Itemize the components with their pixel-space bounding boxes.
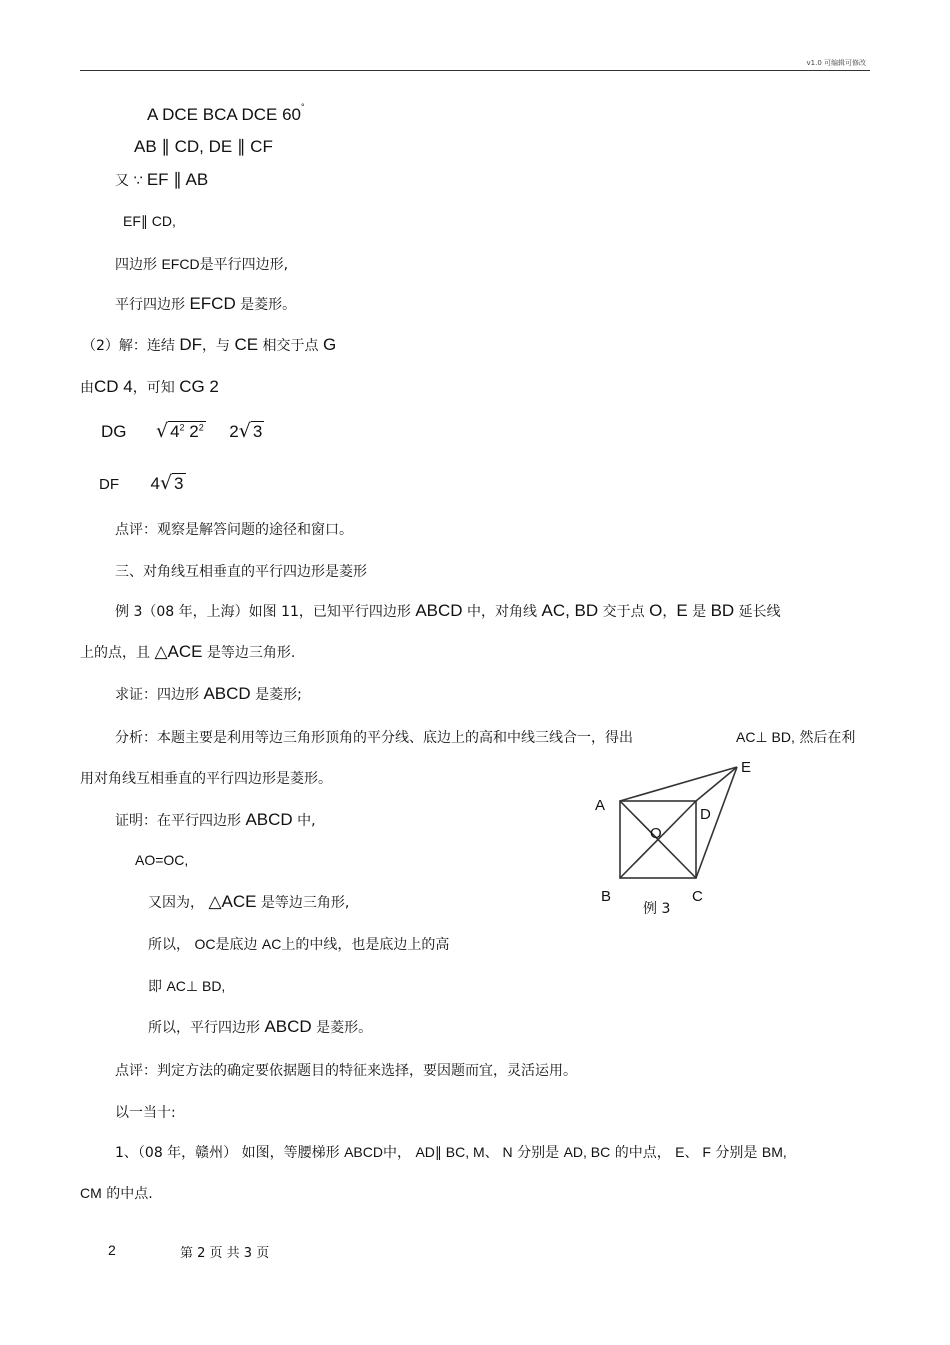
line-cd-cg: [80, 377, 219, 397]
text-seg: 所以，: [148, 937, 195, 953]
df-label: DF: [99, 476, 119, 493]
line-dg: [101, 420, 264, 442]
proof-line1: [115, 810, 316, 830]
text-seg: 是底边: [215, 937, 262, 953]
example3-line2: [80, 642, 295, 662]
oc-label: OC: [194, 936, 216, 952]
figure-label-o: O: [650, 825, 662, 842]
analysis-line2: 用对角线互相垂直的平行四边形是菱形。: [80, 771, 332, 787]
footer-page-info: 第 2 页 共 3 页: [180, 1246, 270, 1261]
ad-bc-mn: AD∥ BC, M、 N: [415, 1144, 513, 1160]
text-seg: 分别是: [710, 1145, 762, 1161]
cm-label: CM: [80, 1185, 102, 1201]
text-seg: 是平行四边形,: [199, 257, 289, 273]
analysis-acbd: [736, 727, 855, 747]
abcd-label: ABCD: [264, 1017, 312, 1036]
figure-label-c: C: [692, 888, 703, 905]
header-rule: [80, 70, 870, 71]
text-seg: 即: [148, 979, 167, 995]
figure-label-b: B: [601, 888, 612, 905]
text-seg: 相交于点: [258, 338, 324, 354]
line-efcd-parallelogram: [115, 254, 288, 274]
text-seg: 中，对角线: [462, 604, 542, 620]
proof-ao-oc: AO=OC,: [135, 852, 189, 868]
figure-label-e: E: [741, 759, 752, 776]
ce-label: CE: [234, 335, 259, 354]
question1-line2: [80, 1183, 153, 1203]
radicand: 3: [252, 422, 263, 441]
text-seg: 证明：在平行四边形: [115, 813, 246, 829]
text-seg: 求证：四边形: [115, 687, 204, 703]
radicand: [168, 421, 206, 442]
text-seg: 上的点，且: [80, 645, 155, 661]
text-seg: 是: [687, 604, 711, 620]
text-seg: 所以，平行四边形: [148, 1020, 265, 1036]
comment-observe: 点评：观察是解答问题的途径和窗口。: [115, 522, 353, 538]
abcd-label: ABCD: [203, 684, 251, 703]
cg-value: CG 2: [179, 377, 219, 396]
g-label: G: [323, 335, 337, 354]
proof-also: [148, 892, 349, 912]
text-seg: 延长线: [734, 604, 781, 620]
comment-method: 点评：判定方法的确定要依据题目的特征来选择，要因题而宜，灵活运用。: [115, 1063, 577, 1079]
question1-line1: [115, 1142, 787, 1162]
figure-label-a: A: [595, 797, 606, 814]
sqrt-sign: √: [159, 472, 173, 494]
prove-statement: [115, 684, 302, 704]
proof-ie: [148, 976, 225, 996]
term: 4: [170, 422, 180, 441]
ac-perp-bd: AC⊥ BD,: [736, 729, 795, 745]
e-f-label: E、 F: [675, 1144, 711, 1160]
text-seg: 由: [80, 380, 94, 396]
exponent: 2: [198, 422, 204, 433]
efcd-label: EFCD: [161, 256, 200, 272]
text-seg: 上的中线，也是底边上的高: [281, 937, 450, 953]
efcd-label: EFCD: [189, 294, 236, 313]
radicand: 3: [174, 474, 184, 493]
text-seg: 是菱形;: [250, 687, 302, 703]
abcd-label: ABCD: [245, 810, 293, 829]
text-seg: 四边形: [115, 257, 162, 273]
line-ef-cd: EF∥ CD,: [123, 213, 176, 229]
coef: 2: [229, 422, 239, 441]
because-text: 又 ∵: [115, 173, 147, 189]
angles-text: A DCE BCA DCE 60: [147, 105, 302, 124]
ad-bc: AD, BC: [563, 1144, 611, 1160]
text-seg: （2）解：连结: [82, 338, 180, 354]
exponent: 2: [179, 422, 185, 433]
degree-mark: °: [301, 102, 305, 112]
line-angles: [147, 102, 305, 125]
example3-line1: [115, 601, 781, 621]
analysis-line1: [115, 727, 633, 747]
sqrt-sign: √: [155, 420, 169, 442]
text-seg: 又因为，: [148, 895, 209, 911]
dg-label: DG: [101, 422, 127, 441]
o-label: O: [649, 601, 663, 620]
footer-page-number: 2: [108, 1242, 116, 1258]
line-part2: [82, 335, 336, 355]
header-version: v1.0 可编辑可修改: [806, 59, 866, 67]
abcd-label: ABCD: [415, 601, 463, 620]
text-seg: ，: [662, 604, 677, 620]
ef-ab-formula: EF ∥ AB: [146, 170, 209, 189]
cd-value: CD 4: [94, 377, 133, 396]
text-seg: 平行四边形: [115, 297, 190, 313]
df-label: DF: [179, 335, 203, 354]
proof-so1: [148, 934, 449, 954]
text-seg: ，可知: [132, 380, 180, 396]
line-parallel: AB ∥ CD, DE ∥ CF: [134, 137, 273, 156]
line-efcd-rhombus: [115, 294, 296, 314]
text-seg: 1、（08 年，赣州） 如图，等腰梯形: [115, 1145, 345, 1161]
figure-label-d: D: [700, 806, 711, 823]
bd-label: BD: [710, 601, 735, 620]
text-seg: 的中点.: [101, 1186, 153, 1202]
text-seg: 交于点: [598, 604, 650, 620]
text-seg: 是等边三角形.: [202, 645, 296, 661]
text-seg: 例 3（08 年，上海）如图 11，已知平行四边形: [115, 604, 416, 620]
text-seg: 中，: [382, 1145, 416, 1161]
ac-bd-label: AC, BD: [541, 601, 599, 620]
section-heading: 三、对角线互相垂直的平行四边形是菱形: [115, 564, 367, 580]
ac-perp-bd: AC⊥ BD,: [166, 978, 226, 994]
triangle-ace: △ACE: [154, 642, 203, 661]
coef: 4: [150, 474, 160, 493]
text-seg: ，与: [202, 338, 235, 354]
ac-label: AC: [261, 936, 282, 952]
term: 2: [184, 422, 199, 441]
text-seg: 的中点，: [610, 1145, 676, 1161]
sqrt-sign: √: [238, 420, 251, 442]
text-seg: 中,: [292, 813, 316, 829]
bm-label: BM,: [761, 1144, 787, 1160]
text-seg: 分别是: [512, 1145, 564, 1161]
line-df: [99, 472, 186, 494]
text-seg: 是菱形。: [311, 1020, 373, 1036]
abcd-label: ABCD: [344, 1144, 383, 1160]
text-seg: 是等边三角形,: [256, 895, 350, 911]
e-label: E: [676, 601, 688, 620]
triangle-ace: △ACE: [208, 892, 257, 911]
figure-caption: 例 3: [643, 901, 671, 917]
text-seg: 然后在利: [794, 730, 856, 746]
line-ef-ab: [115, 170, 208, 190]
text-seg: 分析：本题主要是利用等边三角形顶角的平分线、底边上的高和中线三线合一，得出: [115, 730, 633, 746]
segment-ae: [620, 767, 737, 801]
proof-so2: [148, 1017, 372, 1037]
drill-heading: 以一当十:: [115, 1105, 176, 1121]
text-seg: 是菱形。: [235, 297, 297, 313]
